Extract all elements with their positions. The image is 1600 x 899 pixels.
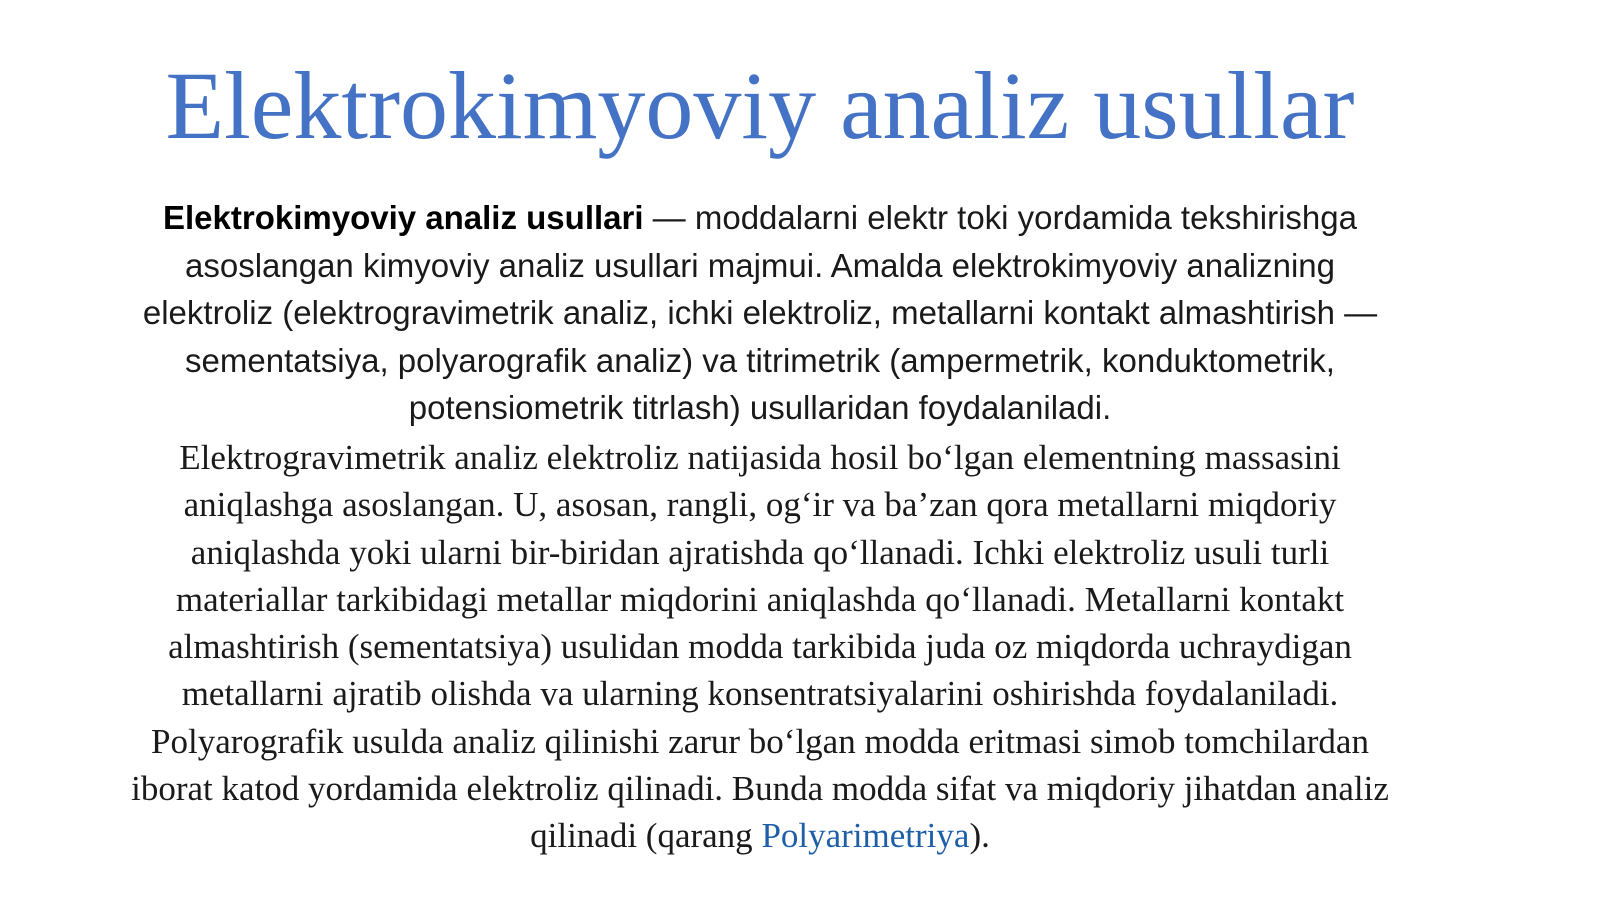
intro-line-4: sementatsiya, polyarografik analiz) va titrimetrik (ampermetrik, konduktometrik,	[185, 341, 1335, 379]
polyarimetriya-link[interactable]: Polyarimetriya	[761, 816, 970, 856]
intro-line-2: asoslangan kimyoviy analiz usullari majmui. Amalda elektrokimyoviy analizning	[184, 246, 1335, 284]
body-line-3: aniqlashda yoki ularni bir-biridan ajratishda qo‘llanadi. Ichki elektroliz usuli turli	[190, 532, 1330, 572]
intro-line-3: elektroliz (elektrogravimetrik analiz, ichki elektroliz, metallarni kontakt almashtirish —	[142, 294, 1378, 331]
body-line-1: Elektrogravimetrik analiz elektroliz natijasida hosil bo‘lgan elementning massasini	[179, 438, 1341, 477]
body-line-4: materiallar tarkibidagi metallar miqdorini aniqlashda qo‘llanadi. Metallarni kontakt	[175, 579, 1345, 619]
intro-line-5: potensiometrik titrlash) usullaridan foydalaniladi.	[408, 389, 1112, 426]
intro-paragraph	[40, 194, 1480, 432]
slide-title: Elektrokimyoviy analiz usullar	[165, 52, 1355, 159]
body-line-9	[20, 812, 1500, 859]
lead-term: Elektrokimyoviy analiz usullari	[162, 199, 644, 236]
intro-line-1-rest: — moddalarni elektr toki yordamida tekshirishga	[643, 199, 1357, 236]
body-line-2: aniqlashga asoslangan. U, asosan, rangli, og‘ir va ba’zan qora metallarni miqdoriy	[183, 485, 1337, 525]
body-line-5: almashtirish (sementatsiya) usulidan modda tarkibida juda oz miqdorda uchraydigan	[168, 627, 1352, 667]
body-line-6: metallarni ajratib olishda va ularning konsentratsiyalarini oshirishda foydalaniladi.	[181, 674, 1339, 714]
body-line-7: Polyarografik usulda analiz qilinishi zarur bo‘lgan modda eritmasi simob tomchilardan	[151, 721, 1369, 761]
body-line-8: iborat katod yordamida elektroliz qilinadi. Bunda modda sifat va miqdoriy jihatdan analiz	[131, 769, 1389, 809]
body-line-9-after: ).	[969, 816, 990, 856]
intro-line-1	[40, 194, 1480, 242]
body-paragraph	[20, 434, 1500, 860]
body-line-9-before: qilinadi (qarang	[530, 816, 762, 856]
